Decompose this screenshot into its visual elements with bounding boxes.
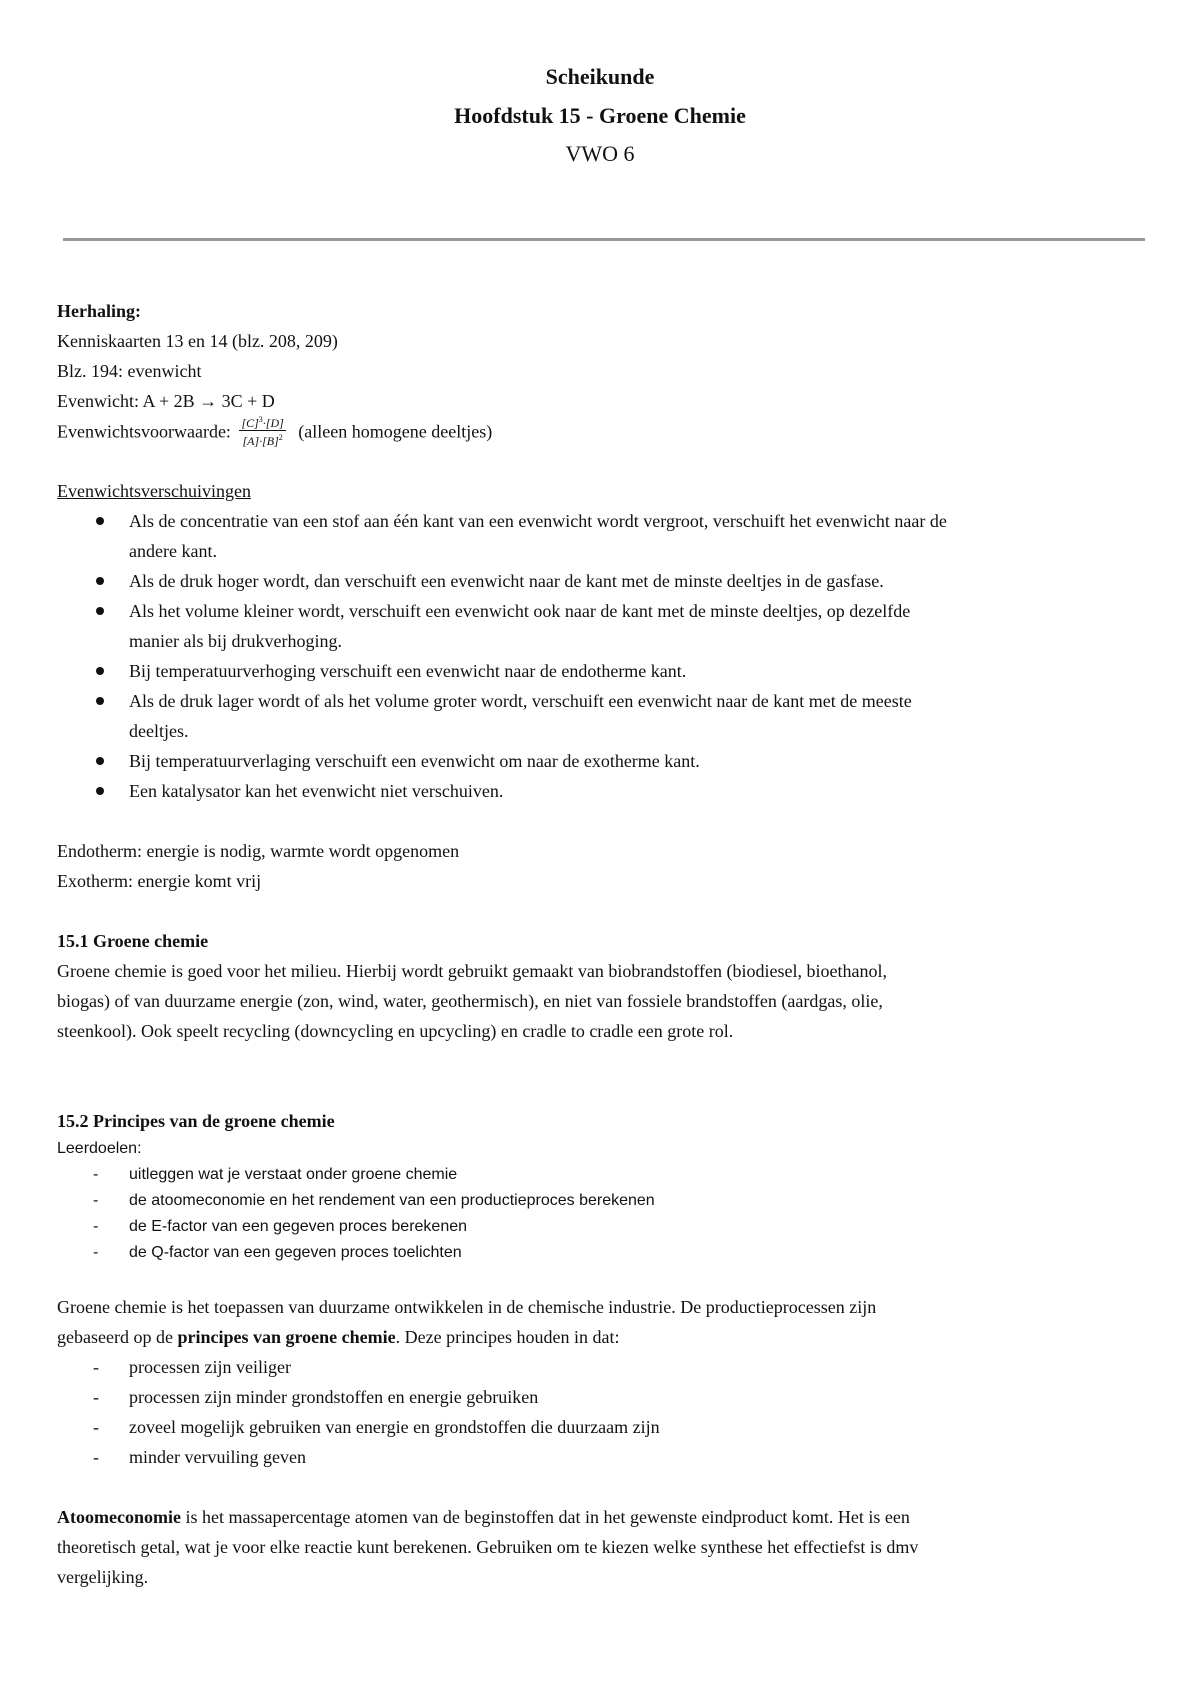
principles-intro-line-1: Groene chemie is het toepassen van duurzame ontwikkelen in de chemische industrie. De productieprocessen zijn [57,1297,877,1317]
exotherm-definition: Exotherm: energie komt vrij [57,871,262,891]
list-item: - minder vervuiling geven [93,1447,306,1467]
section-15-1-text: biogas) of van duurzame energie (zon, wind, water, geothermisch), en niet van fossiele brandstoffen (aardgas, olie, [57,991,883,1011]
equilibrium-condition-note: (alleen homogene deeltjes) [298,421,493,442]
bullet-icon [96,697,104,705]
list-item: - uitleggen wat je verstaat onder groene chemie [93,1166,458,1183]
endotherm-definition: Endotherm: energie is nodig, warmte wordt opgenomen [57,841,460,861]
principles-list [57,1352,1147,1472]
section-15-1-heading: 15.1 Groene chemie [57,931,209,951]
herhaling-line-2: Blz. 194: evenwicht [57,361,202,381]
document-body [57,296,1147,1592]
list-item: Als de druk lager wordt of als het volume groter wordt, verschuift een evenwicht naar de kant met de meeste deeltjes. [57,686,1147,746]
list-item: - zoveel mogelijk gebruiken van energie en grondstoffen die duurzaam zijn [93,1417,660,1437]
list-item: - de atoomeconomie en het rendement van een productieproces berekenen [93,1192,655,1209]
shifts-list [57,506,1147,806]
list-item: - processen zijn minder grondstoffen en energie gebruiken [93,1387,539,1407]
fraction-denominator: $[A]\cdot[B]^2$ [242,433,283,448]
equilibrium-condition [57,416,1147,446]
list-item: - de E-factor van een gegeven proces berekenen [93,1218,468,1235]
list-item: Als de concentratie van een stof aan één kant van een evenwicht wordt vergroot, verschuift het evenwicht naar de andere kant. [57,506,1147,566]
list-item: Bij temperatuurverhoging verschuift een evenwicht naar de endotherme kant. [57,656,1147,686]
list-item: - processen zijn veiliger [93,1357,291,1377]
herhaling-line-3: Evenwicht: A + 2B → 3C + D [57,391,275,411]
document-header [0,62,1200,169]
atoomeconomie-line-2: theoretisch getal, wat je voor elke reactie kunt berekenen. Gebruiken om te kiezen welke synthese het effectiefst is dmv [57,1537,919,1557]
list-item: Een katalysator kan het evenwicht niet verschuiven. [57,776,1147,806]
fraction-numerator: $[C]^3\cdot[D]$ [241,415,284,430]
chapter-title: Hoofdstuk 15 - Groene Chemie [454,103,746,128]
section-15-1-text: Groene chemie is goed voor het milieu. Hierbij wordt gebruikt gemaakt van biobrandstoffen (biodiesel, bioethanol, [57,961,887,981]
principles-intro-line-2: gebaseerd op de principes van groene chemie. Deze principes houden in dat: [57,1327,620,1347]
list-item: Bij temperatuurverlaging verschuift een evenwicht om naar de exotherme kant. [57,746,1147,776]
bullet-icon [96,607,104,615]
horizontal-rule [63,238,1145,241]
leerdoelen-label: Leerdoelen: [57,1140,142,1157]
shifts-heading: Evenwichtsverschuivingen [57,481,251,501]
list-item: - de Q-factor van een gegeven proces toelichten [93,1244,462,1261]
document-title: Scheikunde [545,64,655,89]
section-15-1-text: steenkool). Ook speelt recycling (downcycling en upcycling) en cradle to cradle een grote rol. [57,1021,734,1041]
bullet-icon [96,787,104,795]
level-label: VWO 6 [565,141,635,166]
list-item: Als het volume kleiner wordt, verschuift een evenwicht ook naar de kant met de minste deeltjes, op dezelfde manier als bij drukverhoging. [57,596,1147,656]
list-item: Als de druk hoger wordt, dan verschuift een evenwicht naar de kant met de minste deeltjes in de gasfase. [57,566,1147,596]
bullet-icon [96,757,104,765]
equilibrium-condition-label: Evenwichtsvoorwaarde: [57,421,231,442]
herhaling-heading: Herhaling: [57,301,141,321]
atoomeconomie-line-1: Atoomeconomie is het massapercentage atomen van de beginstoffen dat in het gewenste eindproduct komt. Het is een [57,1507,910,1527]
atoomeconomie-line-3: vergelijking. [57,1567,149,1587]
leerdoelen-list [57,1162,1147,1266]
bullet-icon [96,517,104,525]
bullet-icon [96,577,104,585]
bullet-icon [96,667,104,675]
herhaling-line-1: Kenniskaarten 13 en 14 (blz. 208, 209) [57,331,338,351]
equilibrium-fraction [239,413,285,448]
section-15-2-heading: 15.2 Principes van de groene chemie [57,1111,335,1131]
